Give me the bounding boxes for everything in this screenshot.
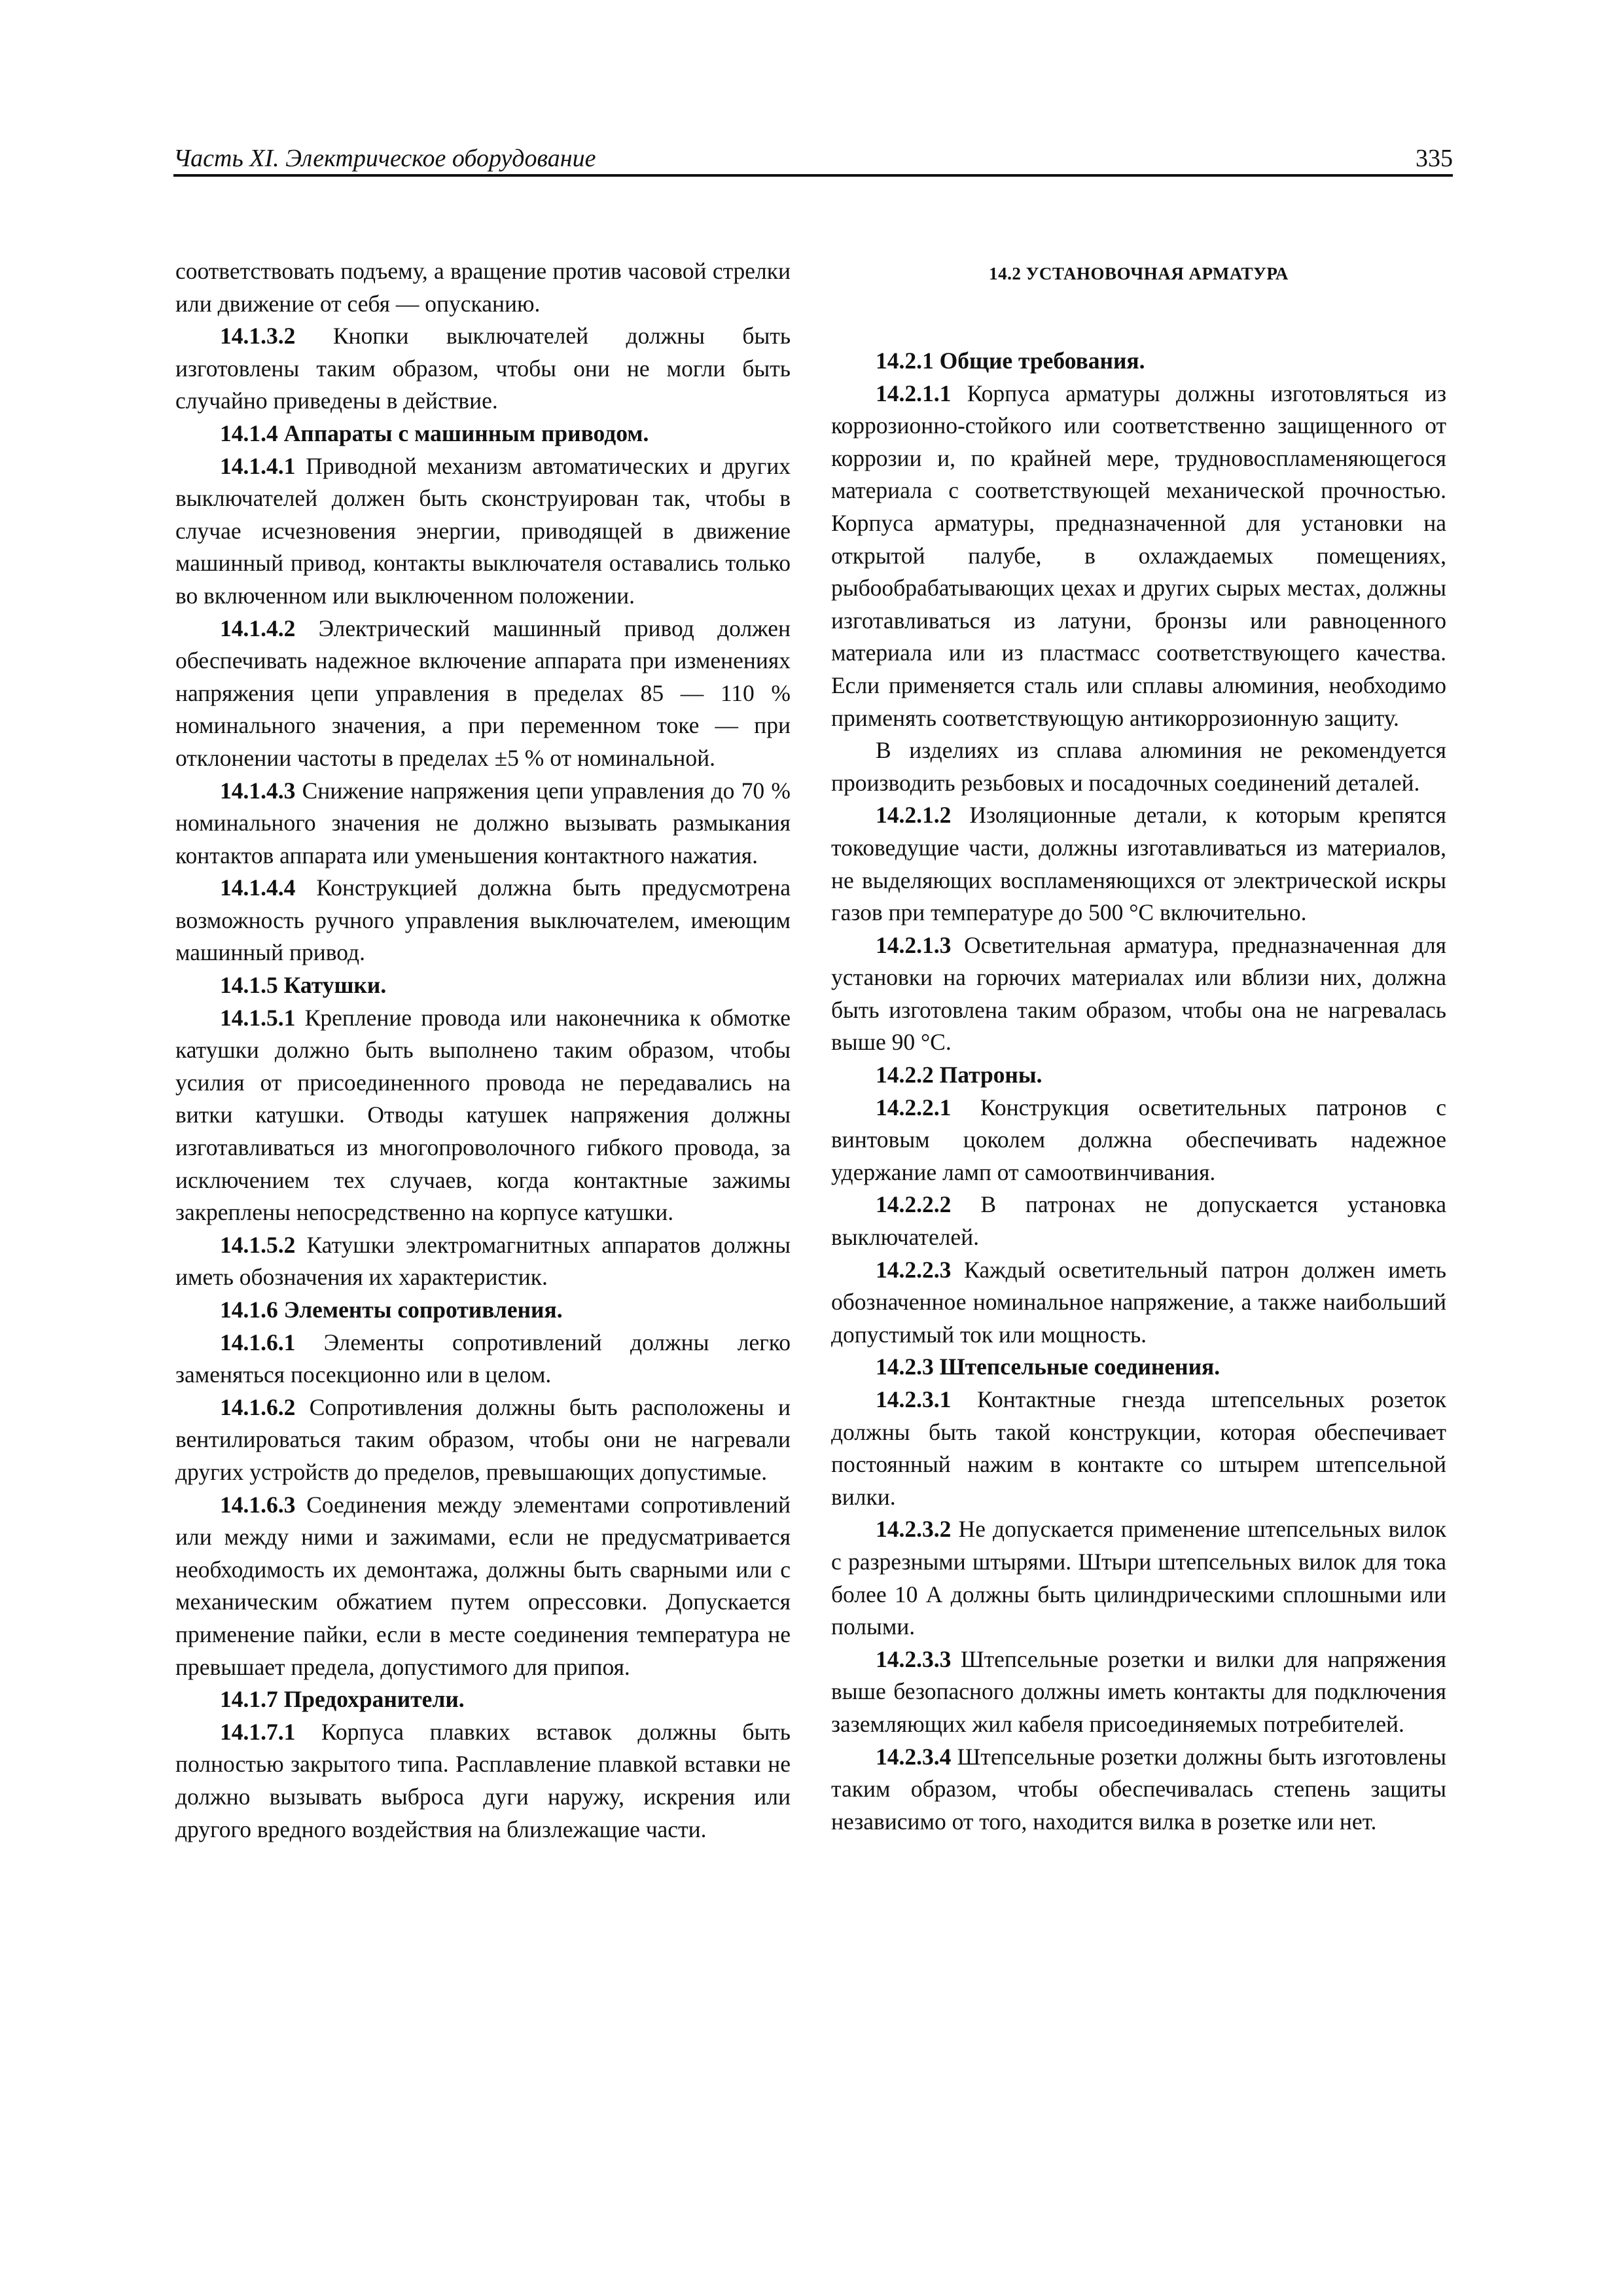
paragraph	[831, 1092, 1446, 1189]
clause-number: 14.2.3.3	[876, 1645, 952, 1672]
clause-number: 14.2.2.2	[876, 1191, 952, 1218]
header-rule	[173, 174, 1453, 177]
paragraph	[175, 872, 791, 969]
paragraph	[831, 1643, 1446, 1741]
paragraph	[831, 1384, 1446, 1513]
subsection-heading: 14.1.7 Предохранители.	[220, 1686, 465, 1713]
paragraph-text: Изоляционные детали, к которым крепятся токоведущие части, должны изготавливаться из материалов, не выделяющих воспламеняющихся от электрической искры газов при температуре до 500 °С включительно.	[831, 802, 1446, 926]
clause-number: 14.1.5.2	[220, 1231, 296, 1258]
subsection-heading: 14.1.6 Элементы сопротивления.	[220, 1297, 563, 1323]
paragraph	[831, 1513, 1446, 1643]
paragraph-text: Конструкция осветительных патронов с винтовым цоколем должна обеспечивать надежное удержание ламп от самоотвинчивания.	[831, 1094, 1446, 1185]
paragraph-text: Конструкцией должна быть предусмотрена возможность ручного управления выключателем, имеющим машинный привод.	[175, 874, 791, 966]
paragraph	[831, 929, 1446, 1059]
paragraph	[831, 378, 1446, 735]
paragraph-text: Крепление провода или наконечника к обмотке катушки должно быть выполнено таким образом, чтобы усилия от присоединенного провода не передавались на витки катушки. Отводы катушек напряжения должны изготавливаться из многопроволочного гибкого провода, за исключением тех случаев, когда контактные зажимы закреплены непосредственно на корпусе катушки.	[175, 1004, 791, 1226]
clause-number: 14.2.2.3	[876, 1256, 952, 1283]
paragraph	[831, 1254, 1446, 1352]
paragraph	[175, 255, 791, 320]
paragraph	[175, 320, 791, 418]
paragraph	[831, 1189, 1446, 1253]
paragraph	[175, 1716, 791, 1846]
paragraph	[175, 1391, 791, 1489]
clause-number: 14.1.6.1	[220, 1329, 296, 1355]
paragraph-text: соответствовать подъему, а вращение против часовой стрелки или движение от себя — опусканию.	[175, 258, 791, 317]
subsection-heading: 14.2.1 Общие требования.	[876, 348, 1145, 374]
paragraph-text: В изделиях из сплава алюминия не рекомендуется производить резьбовых и посадочных соединений деталей.	[831, 737, 1446, 796]
clause-number: 14.1.5.1	[220, 1004, 296, 1031]
paragraph	[831, 1741, 1446, 1839]
paragraph-text: Кнопки выключателей должны быть изготовлены таким образом, чтобы они не могли быть случайно приведены в действие.	[175, 323, 791, 414]
paragraph	[175, 1489, 791, 1684]
left-column	[175, 255, 791, 1846]
paragraph	[175, 1327, 791, 1391]
clause-number: 14.2.1.1	[876, 380, 952, 406]
paragraph	[831, 799, 1446, 929]
page-number: 335	[1416, 145, 1453, 172]
paragraph-text: Штепсельные розетки должны быть изготовлены таким образом, чтобы обеспечивалась степень защиты независимо от того, находится вилка в розетке или нет.	[831, 1743, 1446, 1835]
right-column	[831, 255, 1446, 1838]
clause-number: 14.1.4.4	[220, 874, 296, 901]
clause-number: 14.2.3.1	[876, 1386, 952, 1412]
paragraph	[175, 450, 791, 613]
clause-number: 14.1.4.2	[220, 615, 296, 641]
paragraph	[831, 734, 1446, 799]
clause-number: 14.1.3.2	[220, 323, 296, 350]
clause-number: 14.2.3.2	[876, 1516, 952, 1543]
paragraph-text: Корпуса плавких вставок должны быть полностью закрытого типа. Расплавление плавкой вставки не должно вызывать выброса дуги наружу, искрения или другого вредного воздействия на близлежащие части.	[175, 1718, 791, 1842]
clause-number: 14.2.1.3	[876, 931, 952, 958]
paragraph	[175, 1229, 791, 1294]
clause-number: 14.1.7.1	[220, 1718, 296, 1745]
paragraph-text: Элементы сопротивлений должны легко заменяться посекционно или в целом.	[175, 1329, 791, 1388]
clause-number: 14.2.3.4	[876, 1743, 952, 1770]
clause-number: 14.1.4.1	[220, 452, 296, 479]
clause-number: 14.2.2.1	[876, 1094, 952, 1121]
paragraph-text: Не допускается применение штепсельных вилок с разрезными штырями. Штыри штепсельных вилок для тока более 10 А должны быть цилиндрическими сплошными или полыми.	[831, 1516, 1446, 1640]
paragraph-text: Осветительная арматура, предназначенная для установки на горючих материалах или вблизи них, должна быть изготовлена таким образом, чтобы она не нагревалась выше 90 °С.	[831, 931, 1446, 1056]
paragraph	[175, 1002, 791, 1229]
paragraph-text: В патронах не допускается установка выключателей.	[831, 1191, 1447, 1251]
paragraph	[175, 775, 791, 872]
subsection-heading: 14.1.4 Аппараты с машинным приводом.	[220, 420, 649, 446]
paragraph-text: Электрический машинный привод должен обеспечивать надежное включение аппарата при изменениях напряжения цепи управления в пределах 85 — 110 % номинального значения, а при переменном токе — при отклонении частоты в пределах ±5 % от номинальной.	[175, 615, 791, 771]
paragraph-text: Каждый осветительный патрон должен иметь обозначенное номинальное напряжение, а также наибольший допустимый ток или мощность.	[831, 1256, 1446, 1348]
running-header	[173, 143, 1453, 177]
paragraph-text: Сопротивления должны быть расположены и вентилироваться таким образом, чтобы они не нагревали других устройств до пределов, превышающих допустимые.	[175, 1393, 791, 1485]
paragraph-text: Приводной механизм автоматических и других выключателей должен быть сконструирован так, чтобы в случае исчезновения энергии, приводящей в движение машинный привод, контакты выключателя оставались только во включенном или выключенном положении.	[175, 452, 791, 609]
clause-number: 14.1.6.3	[220, 1491, 296, 1518]
paragraph-text: Снижение напряжения цепи управления до 70 % номинального значения не должно вызывать размыкания контактов аппарата или уменьшения контактного нажатия.	[175, 777, 791, 869]
paragraph-text: Катушки электромагнитных аппаратов должны иметь обозначения их характеристик.	[175, 1231, 791, 1291]
paragraph-text: Соединения между элементами сопротивлений или между ними и зажимами, если не предусматривается необходимость их демонтажа, должны быть сварными или с механическим обжатием путем опрессовки. Допускается применение пайки, если в месте соединения температура не превышает предела, допустимого для припоя.	[175, 1491, 791, 1680]
subsection-heading: 14.2.2 Патроны.	[876, 1062, 1043, 1088]
subsection-heading: 14.1.5 Катушки.	[220, 972, 387, 999]
paragraph-text: Штепсельные розетки и вилки для напряжения выше безопасного должны иметь контакты для подключения заземляющих жил кабеля присоединяемых потребителей.	[831, 1645, 1446, 1737]
subsection-heading: 14.2.3 Штепсельные соединения.	[876, 1354, 1221, 1380]
clause-number: 14.2.1.2	[876, 802, 952, 829]
clause-number: 14.1.4.3	[220, 777, 296, 804]
section-title: 14.2 УСТАНОВОЧНАЯ АРМАТУРА	[989, 264, 1289, 283]
running-title: Часть XI. Электрическое оборудование	[173, 145, 596, 172]
paragraph-text: Контактные гнезда штепсельных розеток должны быть такой конструкции, которая обеспечивает постоянный нажим в контакте со штырем штепсельной вилки.	[831, 1386, 1447, 1510]
paragraph-text: Корпуса арматуры должны изготовляться из коррозионно-стойкого или соответственно защищенного от коррозии и, по крайней мере, трудновоспламеняющегося материала с соответствующей механической прочностью. Корпуса арматуры, предназначенной для установки на открытой палубе, в охлаждаемых помещениях, рыбообрабатывающих цехах и других сырых местах, должны изготавливаться из латуни, бронзы или равноценного материала или из пластмасс соответствующего качества. Если применяется сталь или сплавы алюминия, необходимо применять соответствующую антикоррозионную защиту.	[831, 380, 1446, 731]
clause-number: 14.1.6.2	[220, 1393, 296, 1420]
paragraph	[175, 613, 791, 775]
